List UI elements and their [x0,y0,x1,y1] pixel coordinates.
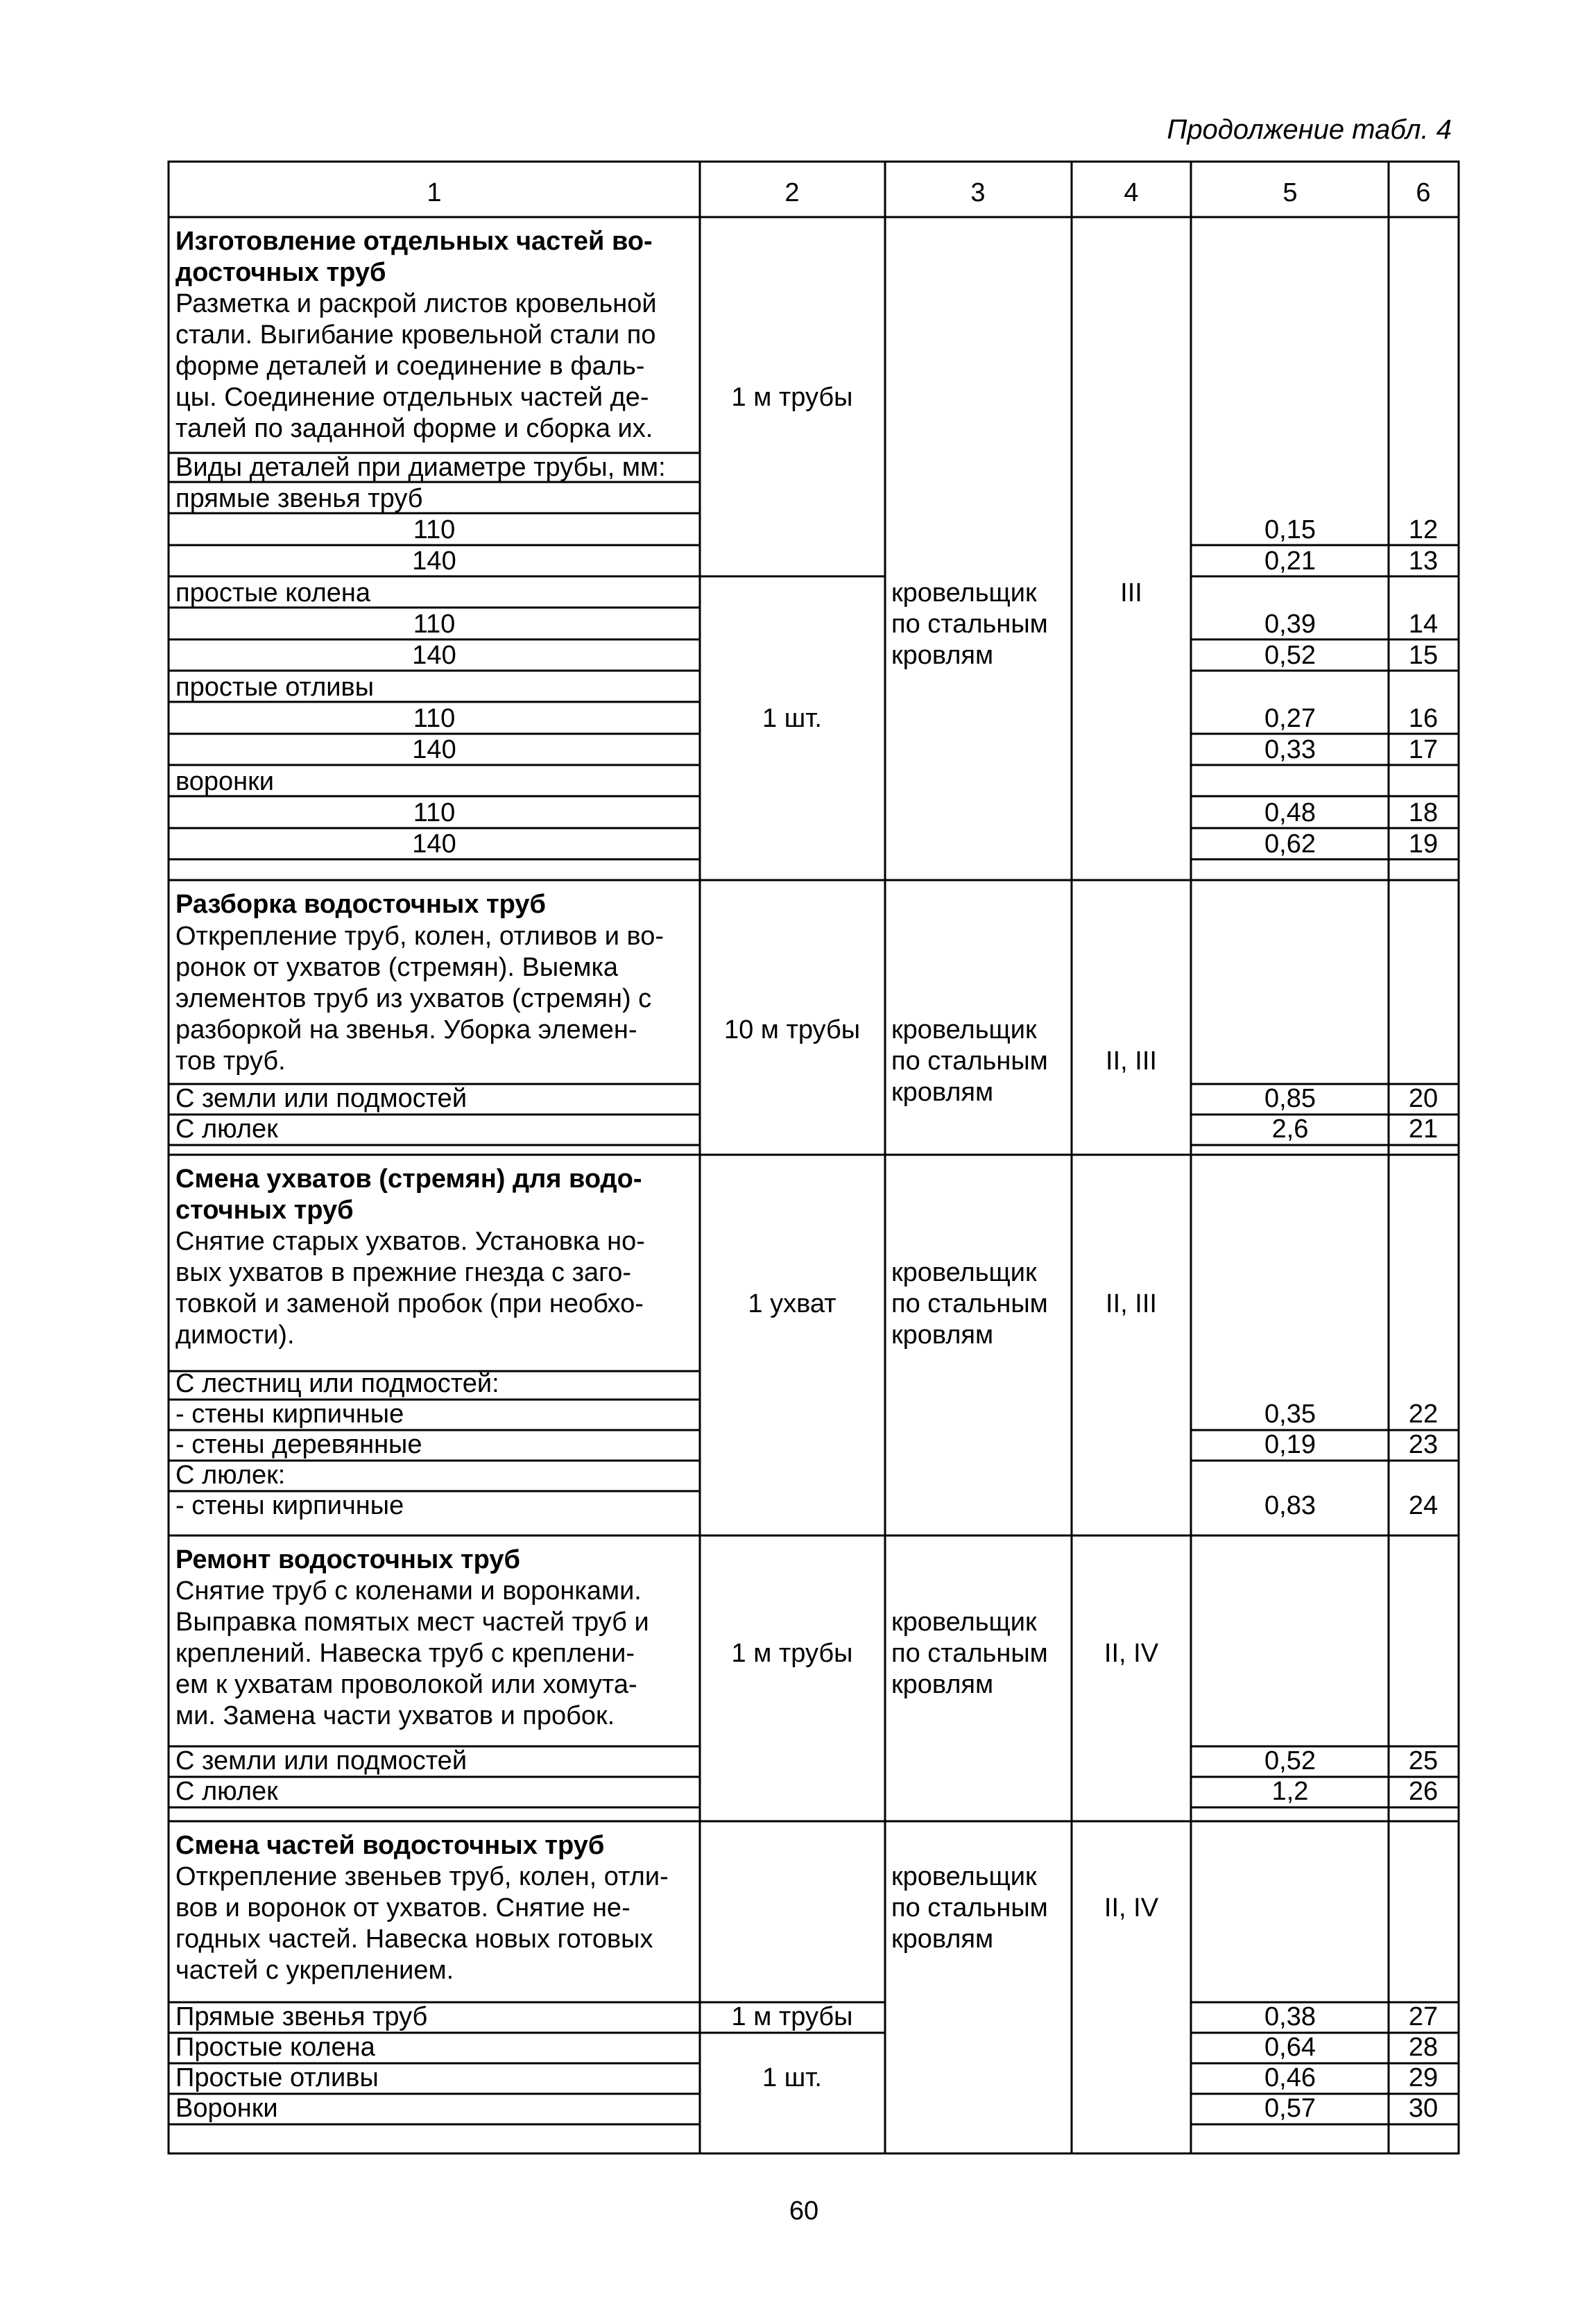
value-cell: 2,6 [1271,1115,1309,1144]
worker-line: кровлям [891,641,994,670]
unit-cell: 1 м трубы [731,1639,853,1668]
row-label: Прямые звенья труб [175,2002,428,2031]
row-label: - стены кирпичные [175,1491,404,1520]
value-cell: 0,52 [1264,641,1316,670]
section-fabrication [175,227,1438,859]
value-cell: 0,19 [1264,1430,1316,1459]
worker-line: по стальным [891,1893,1048,1922]
row-number-cell: 20 [1408,1084,1439,1113]
worker-line: кровельщик [891,1608,1037,1637]
value-cell: 0,62 [1264,829,1316,859]
row-number-cell: 22 [1408,1400,1439,1429]
value-cell: 0,35 [1264,1400,1316,1429]
row-label: 110 [413,704,456,733]
section-desc-line: ронок от ухватов (стремян). Выемка [175,953,619,982]
section-parts-replacement [175,1831,1438,2123]
row-label: простые отливы [175,673,375,702]
section-bracket-replacement [175,1164,1438,1520]
row-number-cell: 14 [1408,610,1439,639]
section-desc-line: вов и воронок от ухватов. Снятие не- [175,1893,630,1922]
unit-cell: 10 м трубы [723,1015,861,1044]
worker-line: кровельщик [891,1862,1037,1891]
worker-line: по стальным [891,1639,1048,1668]
row-label: 110 [413,515,456,544]
row-label: прямые звенья труб [175,484,423,513]
col-header-6: 6 [1416,178,1431,207]
value-cell: 0,39 [1264,610,1316,639]
row-number-cell: 17 [1408,735,1439,764]
row-label: Простые отливы [175,2063,379,2092]
unit-cell: 1 шт. [762,2063,822,2092]
value-cell: 0,57 [1264,2094,1316,2123]
value-cell: 0,15 [1264,515,1316,544]
section-desc-line: форме деталей и соединение в фаль- [175,352,645,381]
col-header-3: 3 [970,178,986,207]
section-desc-line: Снятие старых ухватов. Установка но- [175,1227,645,1256]
grade-cell: II, III [1106,1047,1157,1076]
value-cell: 0,46 [1264,2063,1316,2092]
col-header-1: 1 [427,178,442,207]
row-label: Воронки [175,2094,278,2123]
row-label: - стены деревянные [175,1430,422,1459]
row-number-cell: 28 [1408,2033,1439,2062]
value-cell: 0,21 [1264,547,1316,576]
row-label: 140 [412,735,456,764]
row-label: С земли или подмостей [175,1746,467,1775]
row-number-cell: 21 [1408,1115,1439,1144]
section-desc-line: вых ухватов в прежние гнезда с заго- [175,1258,631,1287]
row-label: С люлек [175,1115,278,1144]
row-label: С люлек: [175,1461,286,1490]
row-label: 110 [413,610,456,639]
worker-line: кровлям [891,1078,994,1107]
worker-line: кровлям [891,1925,994,1954]
row-number-cell: 16 [1408,704,1439,733]
grade-cell: III [1120,578,1142,608]
row-label: С земли или подмостей [175,1084,467,1113]
worker-line: по стальным [891,1047,1048,1076]
section-title-line: Ремонт водосточных труб [175,1545,520,1574]
col-header-5: 5 [1282,178,1298,207]
worker-line: кровельщик [891,578,1037,608]
row-number-cell: 12 [1408,515,1439,544]
worker-line: кровлям [891,1670,994,1699]
value-cell: 0,52 [1264,1746,1316,1775]
grade-cell: II, IV [1104,1893,1159,1922]
row-label: Простые колена [175,2033,375,2062]
row-label: воронки [175,767,274,796]
section-desc-line: цы. Соединение отдельных частей де- [175,383,649,412]
section-desc-line: Открепление звеньев труб, колен, отли- [175,1862,669,1891]
section-title-line: Разборка водосточных труб [175,890,546,919]
section-desc-line: Разметка и раскрой листов кровельной [175,289,657,318]
row-number-cell: 24 [1408,1491,1439,1520]
row-number-cell: 26 [1408,1777,1439,1806]
section-title-line: Изготовление отдельных частей во- [175,227,653,256]
page-number: 60 [789,2196,819,2226]
section-desc-line: частей с укреплением. [175,1956,454,1985]
row-number-cell: 15 [1408,641,1439,670]
section-title-line: Смена частей водосточных труб [175,1831,605,1860]
unit-cell: 1 шт. [762,704,822,733]
value-cell: 0,85 [1264,1084,1316,1113]
row-label: 140 [412,547,456,576]
row-label: С люлек [175,1777,278,1806]
row-number-cell: 30 [1408,2094,1439,2123]
section-desc-line: димости). [175,1320,295,1350]
section-desc-line: стали. Выгибание кровельной стали по [175,320,656,350]
row-number-cell: 23 [1408,1430,1439,1459]
value-cell: 0,33 [1264,735,1316,764]
section-desc-line: ем к ухватам проволокой или хомута- [175,1670,637,1699]
row-number-cell: 19 [1408,829,1439,859]
value-cell: 0,83 [1264,1491,1316,1520]
value-cell: 0,48 [1264,798,1316,827]
worker-line: кровельщик [891,1258,1037,1287]
section-desc-line: товкой и заменой пробок (при необхо- [175,1289,644,1318]
section-repair [175,1545,1438,1806]
section-desc-line: креплений. Навеска труб с креплени- [175,1639,635,1668]
section-desc-line: Снятие труб с коленами и воронками. [175,1576,642,1606]
grade-cell: II, IV [1104,1639,1159,1668]
unit-cell: 1 м трубы [731,383,853,412]
section-desc-line: элементов труб из ухватов (стремян) с [175,984,652,1013]
grade-cell: II, III [1106,1289,1157,1318]
section-subheading: Виды деталей при диаметре трубы, мм: [175,453,666,482]
row-label: 140 [412,641,456,670]
section-desc-line: годных частей. Навеска новых готовых [175,1925,653,1954]
worker-line: по стальным [891,610,1048,639]
section-desc-line: талей по заданной форме и сборка их. [175,414,653,443]
section-desc-line: Выправка помятых мест частей труб и [175,1608,649,1637]
continuation-title: Продолжение табл. 4 [1167,114,1452,145]
worker-line: по стальным [891,1289,1048,1318]
section-title-line: сточных труб [175,1196,354,1225]
section-desc-line: тов труб. [175,1047,286,1076]
row-label: 110 [413,798,456,827]
row-label: - стены кирпичные [175,1400,404,1429]
section-title-line: досточных труб [175,258,386,287]
unit-cell: 1 м трубы [731,2002,853,2031]
worker-line: кровельщик [891,1015,1037,1044]
section-title-line: Смена ухватов (стремян) для водо- [175,1164,642,1194]
value-cell: 0,38 [1264,2002,1316,2031]
row-label: С лестниц или подмостей: [175,1369,499,1398]
worker-line: кровлям [891,1320,994,1350]
row-number-cell: 13 [1408,547,1439,576]
unit-cell: 1 ухват [748,1289,836,1318]
col-header-2: 2 [784,178,800,207]
value-cell: 0,27 [1264,704,1316,733]
row-number-cell: 29 [1408,2063,1439,2092]
col-header-4: 4 [1124,178,1139,207]
section-desc-line: Открепление труб, колен, отливов и во- [175,922,664,951]
section-desc-line: ми. Замена части ухватов и пробок. [175,1701,615,1730]
row-label: простые колена [175,578,371,608]
value-cell: 1,2 [1271,1777,1309,1806]
row-number-cell: 18 [1408,798,1439,827]
value-cell: 0,64 [1264,2033,1316,2062]
row-number-cell: 25 [1408,1746,1439,1775]
row-label: 140 [412,829,456,859]
row-number-cell: 27 [1408,2002,1439,2031]
section-desc-line: разборкой на звенья. Уборка элемен- [175,1015,637,1044]
section-dismantling [175,890,1438,1144]
